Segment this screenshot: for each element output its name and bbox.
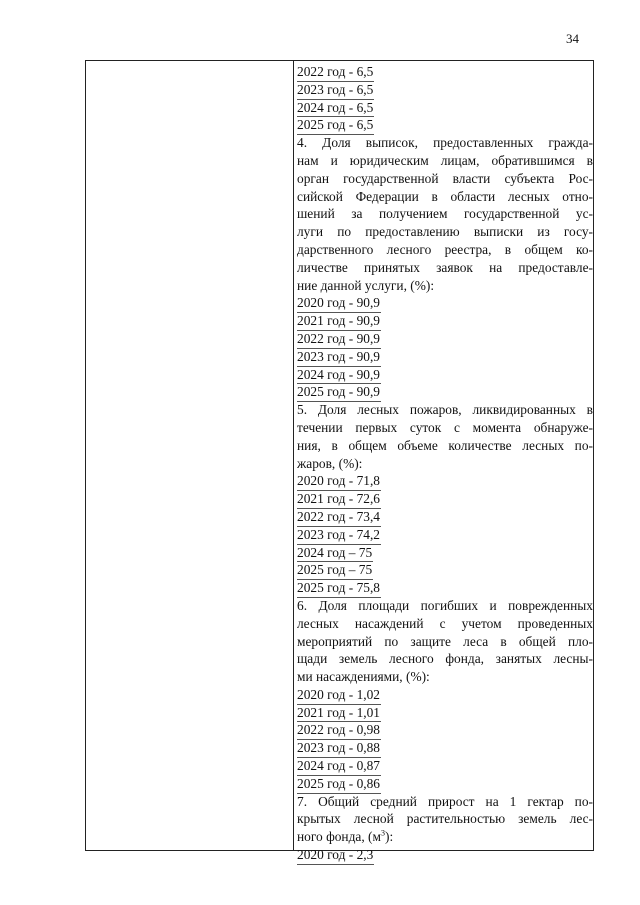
year-value-line — [297, 739, 593, 757]
year-value-text — [297, 63, 374, 82]
year-value-text — [297, 704, 381, 723]
year-value-line — [297, 99, 593, 117]
year-value-text — [297, 330, 381, 349]
line-text: 2020 год - 90,9 — [297, 295, 380, 311]
year-value-text — [297, 561, 373, 580]
line-text: 5. Доля лесных пожаров, ликвидированных в — [297, 402, 593, 418]
line-text: ния, в общем объеме количестве лесных по- — [297, 437, 593, 453]
line-text: 2022 год - 90,9 — [297, 330, 380, 346]
indicator-text — [297, 828, 593, 846]
year-value-text — [297, 99, 374, 118]
indicator-text — [297, 419, 593, 437]
indicator-text-line — [297, 668, 593, 686]
year-value-text — [297, 846, 374, 865]
line-text: 2021 год - 72,6 — [297, 491, 380, 507]
year-value-text — [297, 294, 381, 313]
indicator-text — [297, 650, 593, 668]
year-value-text — [297, 490, 381, 509]
year-value-line — [297, 116, 593, 134]
line-text: личестве принятых заявок на предоставле- — [297, 259, 593, 275]
line-text: 4. Доля выписок, предоставленных гражда- — [297, 135, 593, 151]
year-value-line — [297, 366, 593, 384]
year-value-text — [297, 739, 381, 758]
year-value-text — [297, 366, 381, 385]
indicator-text-line — [297, 828, 593, 846]
line-text: ние данной услуги, (%): — [297, 277, 435, 293]
year-value-text — [297, 775, 381, 794]
year-value-line — [297, 81, 593, 99]
line-text: орган государственной власти субъекта Рос- — [297, 170, 593, 186]
indicator-text-line — [297, 401, 593, 419]
line-text: 2023 год - 74,2 — [297, 526, 380, 542]
indicator-text-line — [297, 188, 593, 206]
year-value-line — [297, 704, 593, 722]
line-text: дарственного лесного реестра, в общем ко- — [297, 241, 593, 257]
line-text: 2025 год - 90,9 — [297, 384, 380, 400]
line-text: ного фонда, (м — [297, 829, 381, 845]
line-tail: ): — [385, 829, 394, 845]
indicator-text — [297, 401, 593, 419]
line-text: 2023 год - 6,5 — [297, 81, 374, 97]
line-text: 2020 год - 2,3 — [297, 847, 374, 863]
year-value-text — [297, 348, 381, 367]
line-text: 2022 год - 73,4 — [297, 508, 380, 524]
year-value-text — [297, 508, 381, 527]
line-text: нам и юридическим лицам, обратившимся в — [297, 152, 593, 168]
line-text: жаров, (%): — [297, 455, 363, 471]
line-text: 2025 год - 75,8 — [297, 580, 380, 596]
line-text: лесных насаждений с учетом проведенных — [297, 615, 593, 631]
indicator-text-line — [297, 170, 593, 188]
year-value-line — [297, 490, 593, 508]
line-text: 2024 год – 75 — [297, 544, 373, 560]
year-value-text — [297, 757, 381, 776]
line-text: 7. Общий средний прирост на 1 гектар по- — [297, 793, 593, 809]
indicator-text-line — [297, 597, 593, 615]
indicator-text — [297, 615, 593, 633]
indicator-text — [297, 633, 593, 651]
line-text: 2025 год – 75 — [297, 562, 373, 578]
line-text: 2020 год - 1,02 — [297, 686, 380, 702]
year-value-line — [297, 312, 593, 330]
indicator-text-line — [297, 223, 593, 241]
indicator-text-line — [297, 615, 593, 633]
year-value-line — [297, 846, 593, 864]
indicator-text — [297, 277, 593, 295]
year-value-line — [297, 757, 593, 775]
year-value-line — [297, 775, 593, 793]
year-value-line — [297, 686, 593, 704]
line-text: 2022 год - 6,5 — [297, 64, 374, 79]
line-text: 2025 год - 6,5 — [297, 117, 374, 133]
line-text: крытых лесной растительностью земель лес- — [297, 811, 593, 827]
year-value-text — [297, 472, 381, 491]
year-value-line — [297, 721, 593, 739]
indicator-text — [297, 437, 593, 455]
line-text: 2023 год - 90,9 — [297, 348, 380, 364]
indicator-text-line — [297, 650, 593, 668]
indicator-text — [297, 597, 593, 615]
indicator-text-line — [297, 134, 593, 152]
column-divider — [293, 61, 294, 850]
year-value-line — [297, 294, 593, 312]
year-value-text — [297, 544, 373, 563]
year-value-text — [297, 383, 381, 402]
indicator-text — [297, 170, 593, 188]
year-value-line — [297, 63, 593, 81]
indicator-text-line — [297, 437, 593, 455]
line-text: 2025 год - 0,86 — [297, 775, 380, 791]
year-value-text — [297, 116, 374, 135]
line-text: 2020 год - 71,8 — [297, 473, 380, 489]
indicator-text — [297, 793, 593, 811]
line-text: 2024 год - 0,87 — [297, 758, 380, 774]
document-table — [85, 60, 594, 863]
indicator-text — [297, 134, 593, 152]
indicator-text-line — [297, 241, 593, 259]
indicator-text-line — [297, 277, 593, 295]
year-value-text — [297, 721, 381, 740]
year-value-text — [297, 526, 381, 545]
year-value-text — [297, 312, 381, 331]
superscript: 3 — [381, 828, 385, 838]
indicator-text-line — [297, 793, 593, 811]
year-value-line — [297, 348, 593, 366]
line-text: течении первых суток с момента обнаруже- — [297, 419, 593, 435]
line-text: щади земель лесного фонда, занятых лесны- — [297, 651, 593, 667]
line-text: 2022 год - 0,98 — [297, 722, 380, 738]
year-value-line — [297, 561, 593, 579]
line-text: 2021 год - 90,9 — [297, 313, 380, 329]
year-value-line — [297, 508, 593, 526]
year-value-line — [297, 544, 593, 562]
year-value-line — [297, 330, 593, 348]
year-value-line — [297, 472, 593, 490]
year-value-text — [297, 81, 374, 100]
indicator-text — [297, 259, 593, 277]
year-value-line — [297, 383, 593, 401]
year-value-line — [297, 579, 593, 597]
line-text: ми насаждениями, (%): — [297, 669, 430, 685]
year-value-text — [297, 579, 381, 598]
line-text: 6. Доля площади погибших и поврежденных — [297, 597, 593, 613]
indicator-text — [297, 188, 593, 206]
indicator-text-line — [297, 810, 593, 828]
indicator-text-line — [297, 152, 593, 170]
indicator-text — [297, 205, 593, 223]
year-value-text — [297, 686, 381, 705]
line-text: шений за получением государственной ус- — [297, 206, 593, 222]
indicator-text — [297, 241, 593, 259]
indicator-text — [297, 152, 593, 170]
line-text: мероприятий по защите леса в общей пло- — [297, 633, 593, 649]
indicator-text-line — [297, 419, 593, 437]
line-text: луги по предоставлению выписки из госу- — [297, 224, 593, 240]
line-text: 2021 год - 1,01 — [297, 704, 380, 720]
line-text: 2024 год - 90,9 — [297, 366, 380, 382]
indicator-text — [297, 455, 593, 473]
indicator-text — [297, 810, 593, 828]
indicator-text-line — [297, 205, 593, 223]
indicator-text-line — [297, 259, 593, 277]
indicators-column — [297, 63, 593, 864]
line-text: 2024 год - 6,5 — [297, 99, 374, 115]
indicator-text-line — [297, 633, 593, 651]
line-text: 2023 год - 0,88 — [297, 740, 380, 756]
page-number: 34 — [566, 31, 579, 46]
line-text: сийской Федерации в области лесных отно- — [297, 188, 593, 204]
year-value-line — [297, 526, 593, 544]
indicator-text-line — [297, 455, 593, 473]
indicator-text — [297, 223, 593, 241]
indicator-text — [297, 668, 593, 686]
